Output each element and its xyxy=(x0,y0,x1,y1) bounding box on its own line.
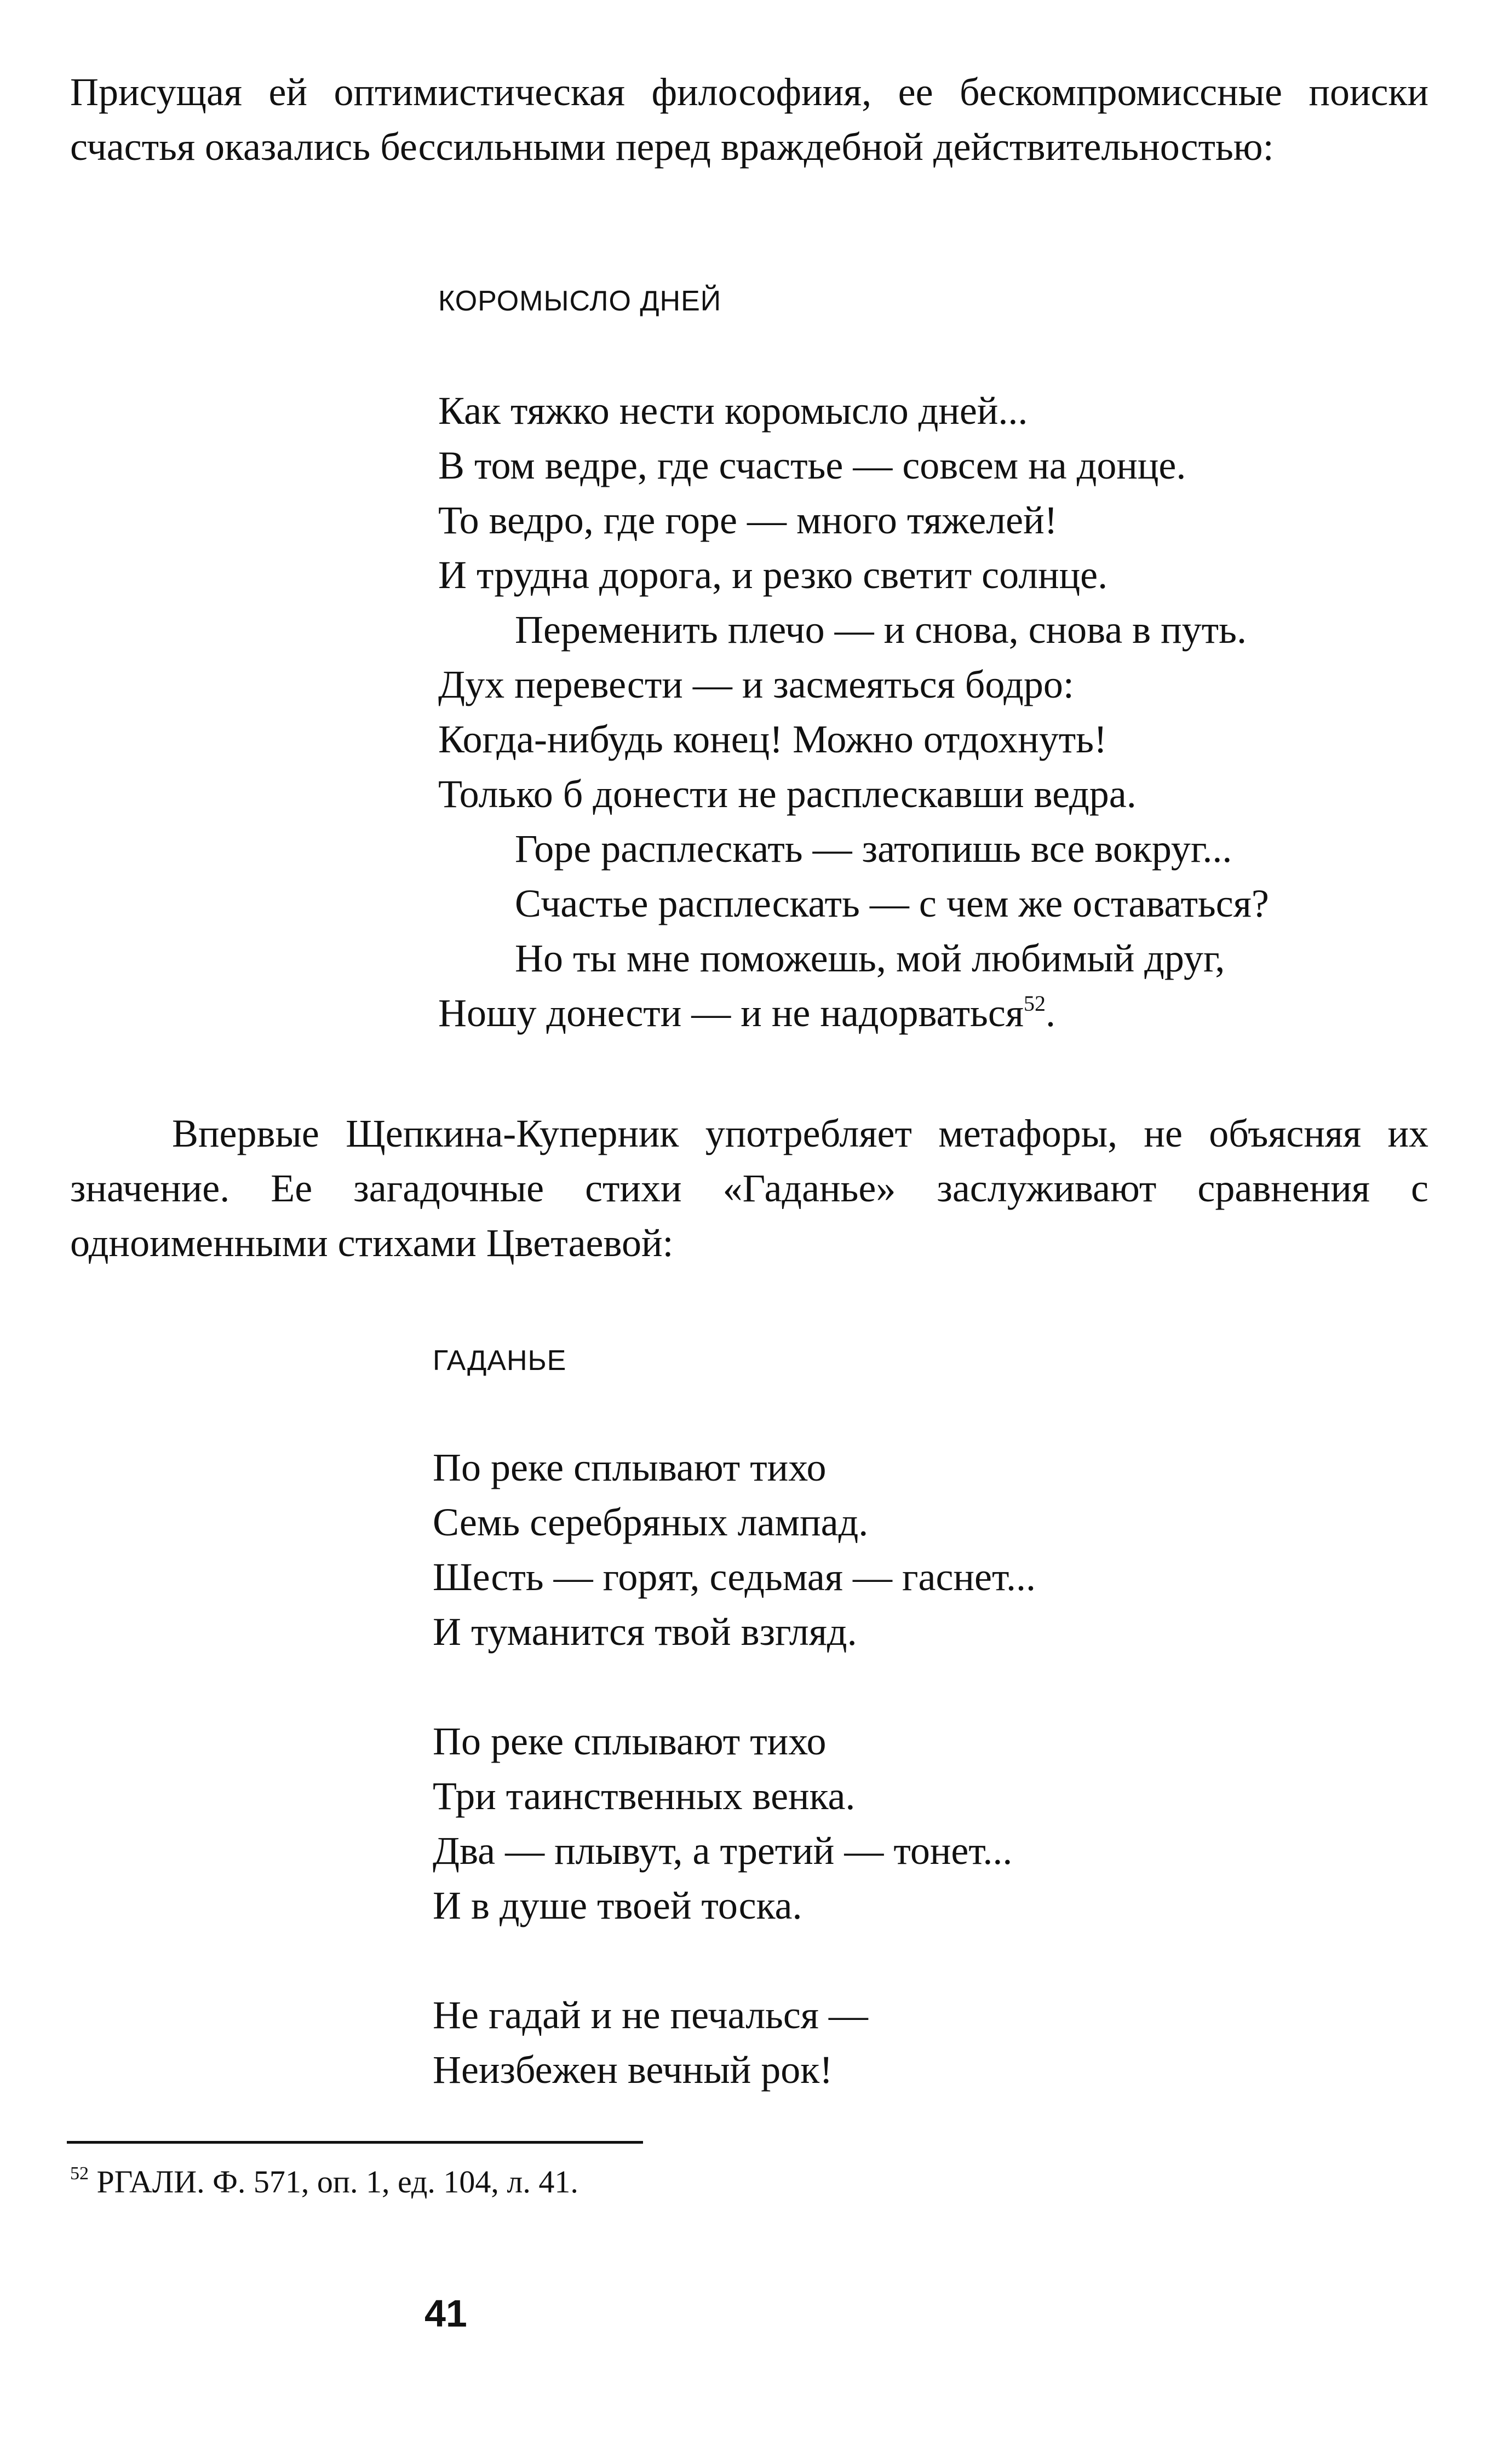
second-paragraph: Впервые Щепкина-Куперник употребляет метафоры, не объясняя их значение. Ее загадочные стихи «Гаданье» заслуживают сравнения с одноименными стихами Цветаевой: xyxy=(70,1112,1428,1265)
footnote xyxy=(70,2163,578,2201)
stanza-gap xyxy=(433,1659,1036,1714)
intro-paragraph: Присущая ей оптимистическая философиия, ее бескомпромиссные поиски счастья оказались бессильными перед враждебной действительностью: xyxy=(70,70,1428,169)
poem-line: Три таинственных венка. xyxy=(433,1774,856,1818)
poem-line: Два — плывут, а третий — тонет... xyxy=(433,1829,1013,1873)
poem-line: Но ты мне поможешь, мой любимый друг, xyxy=(515,936,1225,980)
poem-line: Только б донести не расплескавши ведра. xyxy=(438,772,1137,816)
poem-line: Дух перевести — и засмеяться бодро: xyxy=(438,663,1074,706)
poem-koromyslo xyxy=(438,383,1269,1040)
footnote-text: РГАЛИ. Ф. 571, оп. 1, ед. 104, л. 41. xyxy=(96,2164,578,2200)
footnote-divider xyxy=(67,2141,643,2144)
stanza-gap xyxy=(433,1933,1036,1988)
poem-line: И трудна дорога, и резко светит солнце. xyxy=(438,553,1108,597)
poem-line: Горе расплескать — затопишь все вокруг... xyxy=(515,827,1232,871)
poem-line: И в душе твоей тоска. xyxy=(433,1884,802,1927)
poem-line: И туманится твой взгляд. xyxy=(433,1610,857,1654)
poem-title-koromyslo: КОРОМЫСЛО ДНЕЙ xyxy=(438,285,722,317)
poem-line: Когда-нибудь конец! Можно отдохнуть! xyxy=(438,717,1107,761)
poem-title-gadanye: ГАДАНЬЕ xyxy=(433,1345,567,1377)
poem-line: По реке сплывают тихо xyxy=(433,1446,827,1489)
poem-line: В том ведре, где счастье — совсем на донце. xyxy=(438,444,1186,487)
poem-line: Шесть — горят, седьмая — гаснет... xyxy=(433,1555,1036,1599)
poem-gadanye xyxy=(433,1440,1036,2097)
poem-line-last xyxy=(438,986,1269,1040)
poem-line: Неизбежен вечный рок! xyxy=(433,2048,833,2092)
poem-line: Переменить плечо — и снова, снова в путь. xyxy=(515,608,1247,652)
poem-line: Как тяжко нести коромысло дней... xyxy=(438,389,1028,433)
page-number: 41 xyxy=(424,2292,467,2335)
poem-line-text: Ношу донести — и не надорваться xyxy=(438,991,1024,1035)
footnote-reference: 52 xyxy=(1023,991,1046,1016)
poem-line: Не гадай и не печалься — xyxy=(433,1993,868,2037)
poem-line: То ведро, где горе — много тяжелей! xyxy=(438,498,1058,542)
footnote-number: 52 xyxy=(70,2163,89,2184)
poem-line-punct: . xyxy=(1045,991,1055,1035)
poem-line: Семь серебряных лампад. xyxy=(433,1500,869,1544)
poem-line: По реке сплывают тихо xyxy=(433,1719,827,1763)
poem-line: Счастье расплескать — с чем же оставаться? xyxy=(515,882,1269,925)
